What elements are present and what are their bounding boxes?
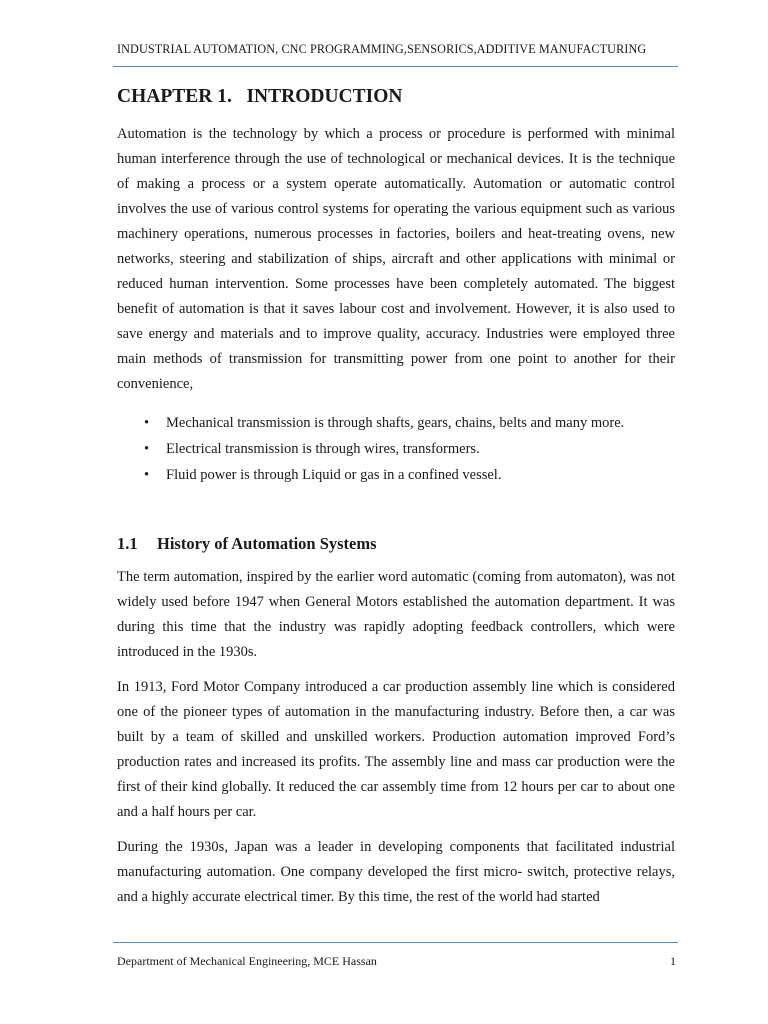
list-item <box>117 436 675 462</box>
list-item-text: Mechanical transmission is through shafts, gears, chains, belts and many more. <box>166 415 625 431</box>
transmission-methods-list <box>117 410 675 488</box>
section-title: History of Automation Systems <box>157 534 377 553</box>
bullet-icon: • <box>144 441 150 457</box>
history-paragraph-1: The term automation, inspired by the earlier word automatic (coming from automaton), was not widely used before 1947 when General Motors established the automation department. It was during this time that the industry was rapidly adopting feedback controllers, which were introduced in the 1930s. <box>117 569 675 660</box>
chapter-title: CHAPTER 1. INTRODUCTION <box>117 86 403 107</box>
intro-paragraph: Automation is the technology by which a process or procedure is performed with minimal human interference through the use of technological or mechanical devices. It is the technique of making a process or a system operate automatically. Automation or automatic control involves the use of various control systems for operating the various equipment such as various machinery operations, numerous processes in factories, boilers and heat-treating ovens, new networks, steering and stabilization of ships, aircraft and other applications with minimal or reduced human intervention. Some processes have been completely automated. The biggest benefit of automation is that it saves labour cost and involvement. However, it is also used to save energy and materials and to improve quality, accuracy. Industries were employed three main methods of transmission for transmitting power from one point to another for their convenience, <box>117 126 675 392</box>
list-item-text: Fluid power is through Liquid or gas in a confined vessel. <box>166 467 502 483</box>
section-number: 1.1 <box>117 534 138 553</box>
list-item-text: Electrical transmission is through wires, transformers. <box>166 441 480 457</box>
list-item <box>117 462 675 488</box>
footer-divider <box>113 942 678 943</box>
running-header: INDUSTRIAL AUTOMATION, CNC PROGRAMMING,SENSORICS,ADDITIVE MANUFACTURING <box>117 42 647 56</box>
bullet-icon: • <box>144 467 150 483</box>
footer-department: Department of Mechanical Engineering, MCE Hassan <box>117 954 377 968</box>
list-item <box>117 410 675 436</box>
header-divider <box>113 66 678 67</box>
history-paragraph-3: During the 1930s, Japan was a leader in developing components that facilitated industrial manufacturing automation. One company developed the first micro- switch, protective relays, and a highly accurate electrical timer. By this time, the rest of the world had started <box>117 839 675 905</box>
page-number: 1 <box>670 954 676 968</box>
history-paragraph-2: In 1913, Ford Motor Company introduced a car production assembly line which is considered one of the pioneer types of automation in the manufacturing industry. Before then, a car was built by a team of skilled and unskilled workers. Production automation improved Ford’s production rates and increased its profits. The assembly line and mass car production were the first of their kind globally. It reduced the car assembly time from 12 hours per car to about one and a half hours per car. <box>117 679 675 820</box>
bullet-icon: • <box>144 415 150 431</box>
section-heading <box>117 534 377 554</box>
